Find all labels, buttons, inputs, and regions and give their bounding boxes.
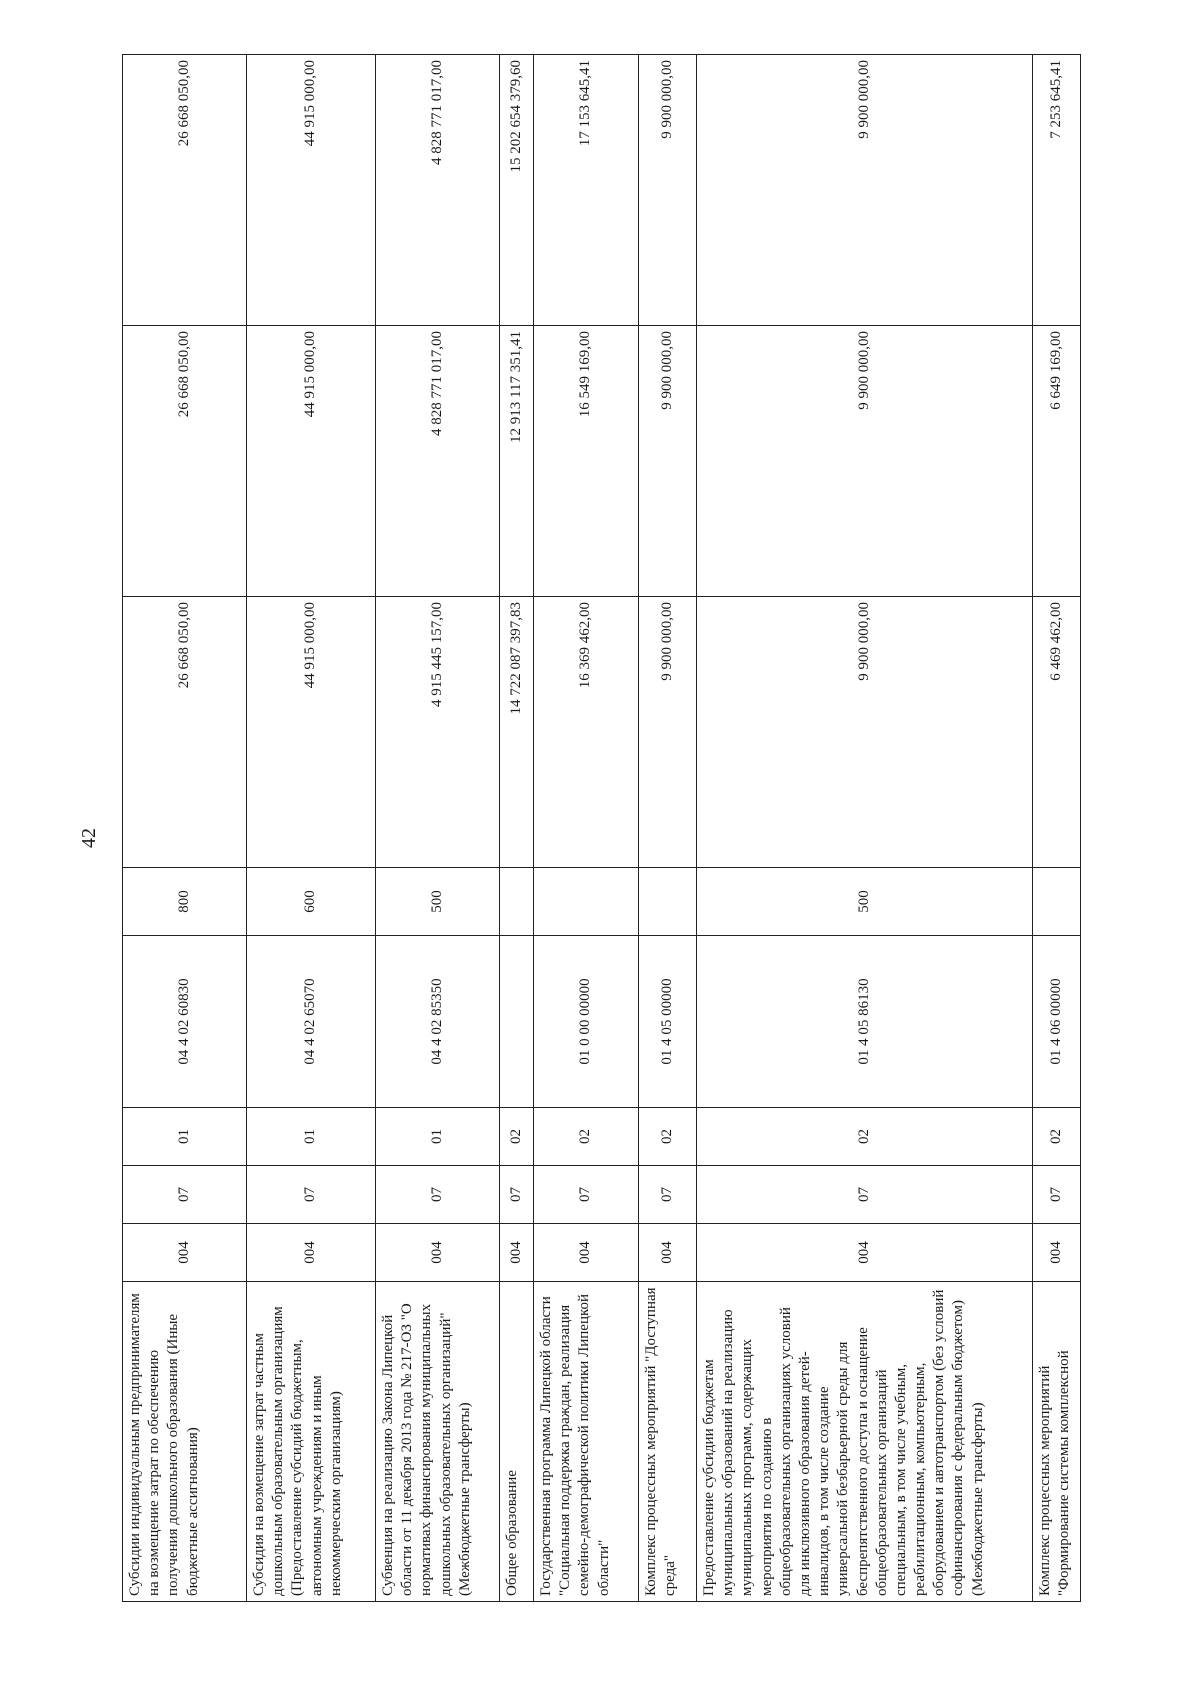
section-code: 07 [376, 1166, 500, 1224]
table-row [123, 55, 247, 1602]
table-row [247, 55, 376, 1602]
expense-type-code: 500 [697, 868, 1033, 936]
amount-year-3: 9 900 000,00 [697, 55, 1033, 326]
ministry-code: 004 [1033, 1224, 1081, 1282]
row-name: Комплекс процессных мероприятий "Доступная среда" [639, 1282, 697, 1602]
section-code: 07 [534, 1166, 639, 1224]
ministry-code: 004 [639, 1224, 697, 1282]
subsection-code: 01 [123, 1108, 247, 1166]
row-name: Субсидия на возмещение затрат частным дошкольным образовательным организациям (Предоставление субсидий бюджетным, автономным учреждениям и иным некоммерческим организациям) [247, 1282, 376, 1602]
target-article-code: 01 4 05 00000 [639, 936, 697, 1108]
target-article-code: 01 4 06 00000 [1033, 936, 1081, 1108]
expense-type-code [500, 868, 534, 936]
amount-year-2: 26 668 050,00 [123, 326, 247, 597]
amount-year-3: 4 828 771 017,00 [376, 55, 500, 326]
subsection-code: 02 [1033, 1108, 1081, 1166]
target-article-code: 01 4 05 86130 [697, 936, 1033, 1108]
expense-type-code: 500 [376, 868, 500, 936]
expense-type-code: 800 [123, 868, 247, 936]
amount-year-1: 6 469 462,00 [1033, 597, 1081, 868]
amount-year-3: 44 915 000,00 [247, 55, 376, 326]
target-article-code: 01 0 00 00000 [534, 936, 639, 1108]
amount-year-2: 4 828 771 017,00 [376, 326, 500, 597]
expense-type-code [1033, 868, 1081, 936]
expense-type-code [534, 868, 639, 936]
table-row [1033, 55, 1081, 1602]
row-name: Общее образование [500, 1282, 534, 1602]
row-name: Комплекс процессных мероприятий "Формирование системы комплексной [1033, 1282, 1081, 1602]
amount-year-3: 26 668 050,00 [123, 55, 247, 326]
ministry-code: 004 [123, 1224, 247, 1282]
amount-year-1: 44 915 000,00 [247, 597, 376, 868]
target-article-code [500, 936, 534, 1108]
target-article-code: 04 4 02 85350 [376, 936, 500, 1108]
table-row [500, 55, 534, 1602]
subsection-code: 01 [247, 1108, 376, 1166]
table-row [639, 55, 697, 1602]
row-name: Государственная программа Липецкой области "Социальная поддержка граждан, реализация семейно-демографической политики Липецкой области" [534, 1282, 639, 1602]
subsection-code: 02 [639, 1108, 697, 1166]
amount-year-1: 14 722 087 397,83 [500, 597, 534, 868]
ministry-code: 004 [500, 1224, 534, 1282]
section-code: 07 [639, 1166, 697, 1224]
table-row [697, 55, 1033, 1602]
section-code: 07 [500, 1166, 534, 1224]
amount-year-2: 6 649 169,00 [1033, 326, 1081, 597]
ministry-code: 004 [247, 1224, 376, 1282]
amount-year-2: 9 900 000,00 [639, 326, 697, 597]
ministry-code: 004 [376, 1224, 500, 1282]
amount-year-3: 7 253 645,41 [1033, 55, 1081, 326]
budget-table-container [122, 55, 1080, 1602]
page-number: 42 [78, 828, 100, 848]
row-name: Субвенция на реализацию Закона Липецкой области от 11 декабря 2013 года № 217-ОЗ "О нормативах финансирования муниципальных дошкольных образовательных организаций" (Межбюджетные трансферты) [376, 1282, 500, 1602]
subsection-code: 01 [376, 1108, 500, 1166]
ministry-code: 004 [534, 1224, 639, 1282]
amount-year-2: 12 913 117 351,41 [500, 326, 534, 597]
row-name: Субсидии индивидуальным предпринимателям на возмещение затрат по обеспечению получения дошкольного образования (Иные бюджетные ассигнования) [123, 1282, 247, 1602]
amount-year-3: 9 900 000,00 [639, 55, 697, 326]
amount-year-1: 26 668 050,00 [123, 597, 247, 868]
subsection-code: 02 [534, 1108, 639, 1166]
target-article-code: 04 4 02 65070 [247, 936, 376, 1108]
target-article-code: 04 4 02 60830 [123, 936, 247, 1108]
section-code: 07 [697, 1166, 1033, 1224]
amount-year-3: 15 202 654 379,60 [500, 55, 534, 326]
amount-year-2: 16 549 169,00 [534, 326, 639, 597]
amount-year-1: 9 900 000,00 [639, 597, 697, 868]
subsection-code: 02 [500, 1108, 534, 1166]
row-name: Предоставление субсидии бюджетам муниципальных образований на реализацию муниципальных программ, содержащих мероприятия по созданию в общеобразовательных организациях условий для инклюзивного образования детей-инвалидов, в том числе создание универсальной безбарьерной среды для беспрепятственного доступа и оснащение общеобразовательных организаций специальным, в том числе учебным, реабилитационным, компьютерным, оборудованием и автотранспортом (без условий софинансирования с федеральным бюджетом) (Межбюджетные трансферты) [697, 1282, 1033, 1602]
amount-year-3: 17 153 645,41 [534, 55, 639, 326]
expense-type-code [639, 868, 697, 936]
amount-year-2: 9 900 000,00 [697, 326, 1033, 597]
table-row [376, 55, 500, 1602]
section-code: 07 [247, 1166, 376, 1224]
amount-year-1: 16 369 462,00 [534, 597, 639, 868]
amount-year-1: 4 915 445 157,00 [376, 597, 500, 868]
expense-type-code: 600 [247, 868, 376, 936]
amount-year-2: 44 915 000,00 [247, 326, 376, 597]
subsection-code: 02 [697, 1108, 1033, 1166]
section-code: 07 [123, 1166, 247, 1224]
section-code: 07 [1033, 1166, 1081, 1224]
budget-table [122, 54, 1081, 1602]
table-row [534, 55, 639, 1602]
amount-year-1: 9 900 000,00 [697, 597, 1033, 868]
ministry-code: 004 [697, 1224, 1033, 1282]
